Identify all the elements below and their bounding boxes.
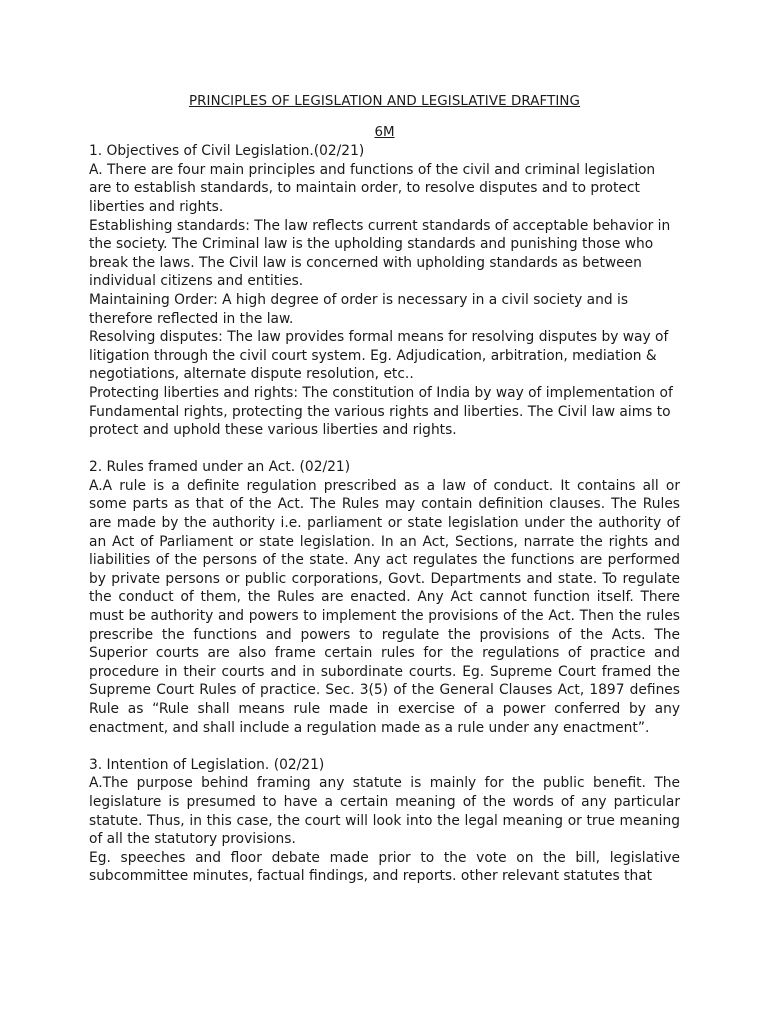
section3-answer: A.The purpose behind framing any statute is mainly for the public benefit. The legislature is presumed to have a certain meaning of the words of any particular statute. Thus, in this case, the court will look into the legal meaning or true meaning of all the statutory provisions.: [89, 775, 680, 848]
section1-resolving: Resolving disputes: The law provides formal means for resolving disputes by way of litigation through the civil court system. Eg. Adjudication, arbitration, mediation & negotiations, alternate dispute resolution, etc..: [89, 329, 669, 383]
paragraph-spacer: [89, 737, 680, 756]
section1-establishing: Establishing standards: The law reflects current standards of acceptable behavior in the society. The Criminal law is the upholding standards and punishing those who break the laws. The Civil law is concerned with upholding standards as between individual citizens and entities.: [89, 217, 671, 290]
section1-maintaining: Maintaining Order: A high degree of order is necessary in a civil society and is therefore reflected in the law.: [89, 291, 629, 327]
section1-heading: 1. Objectives of Civil Legislation.(02/21): [89, 143, 365, 160]
section1-protecting: Protecting liberties and rights: The constitution of India by way of implementation of Fundamental rights, protecting the various rights and liberties. The Civil law aims to protect and uphold these various liberties and rights.: [89, 384, 673, 439]
section3-heading: 3. Intention of Legislation. (02/21): [89, 756, 325, 773]
marks-label: 6M: [374, 124, 395, 140]
document-body: [89, 142, 680, 886]
paragraph-spacer: [89, 440, 680, 459]
section2-heading: 2. Rules framed under an Act. (02/21): [89, 459, 351, 476]
document-title: PRINCIPLES OF LEGISLATION AND LEGISLATIVE DRAFTING: [188, 94, 581, 109]
section3-example: Eg. speeches and floor debate made prior to the vote on the bill, legislative subcommittee minutes, factual findings, and reports. other relevant statutes that: [89, 849, 680, 885]
section2-answer: A.A rule is a definite regulation prescribed as a law of conduct. It contains all or some parts as that of the Act. The Rules may contain definition clauses. The Rules are made by the authority i.e. parliament or state legislation under the authority of an Act of Parliament or state legislation. In an Act, Sections, narrate the rights and liabilities of the persons of the state. Any act regulates the functions are performed by private persons or public corporations, Govt. Departments and state. To regulate the conduct of them, the Rules are enacted. Any Act cannot function itself. There must be authority and powers to implement the provisions of the Act. Then the rules prescribe the functions and powers to regulate the provisions of the Acts. The Superior courts are also frame certain rules for the regulations of practice and procedure in their courts and in subordinate courts. Eg. Supreme Court framed the Supreme Court Rules of practice. Sec. 3(5) of the General Clauses Act, 1897 defines Rule as “Rule shall means rule made in exercise of a power conferred by any enactment, and shall include a regulation made as a rule under any enactment”.: [89, 477, 680, 736]
section1-answer: A. There are four main principles and functions of the civil and criminal legislation are to establish standards, to maintain order, to resolve disputes and to protect liberties and rights.: [89, 161, 656, 215]
